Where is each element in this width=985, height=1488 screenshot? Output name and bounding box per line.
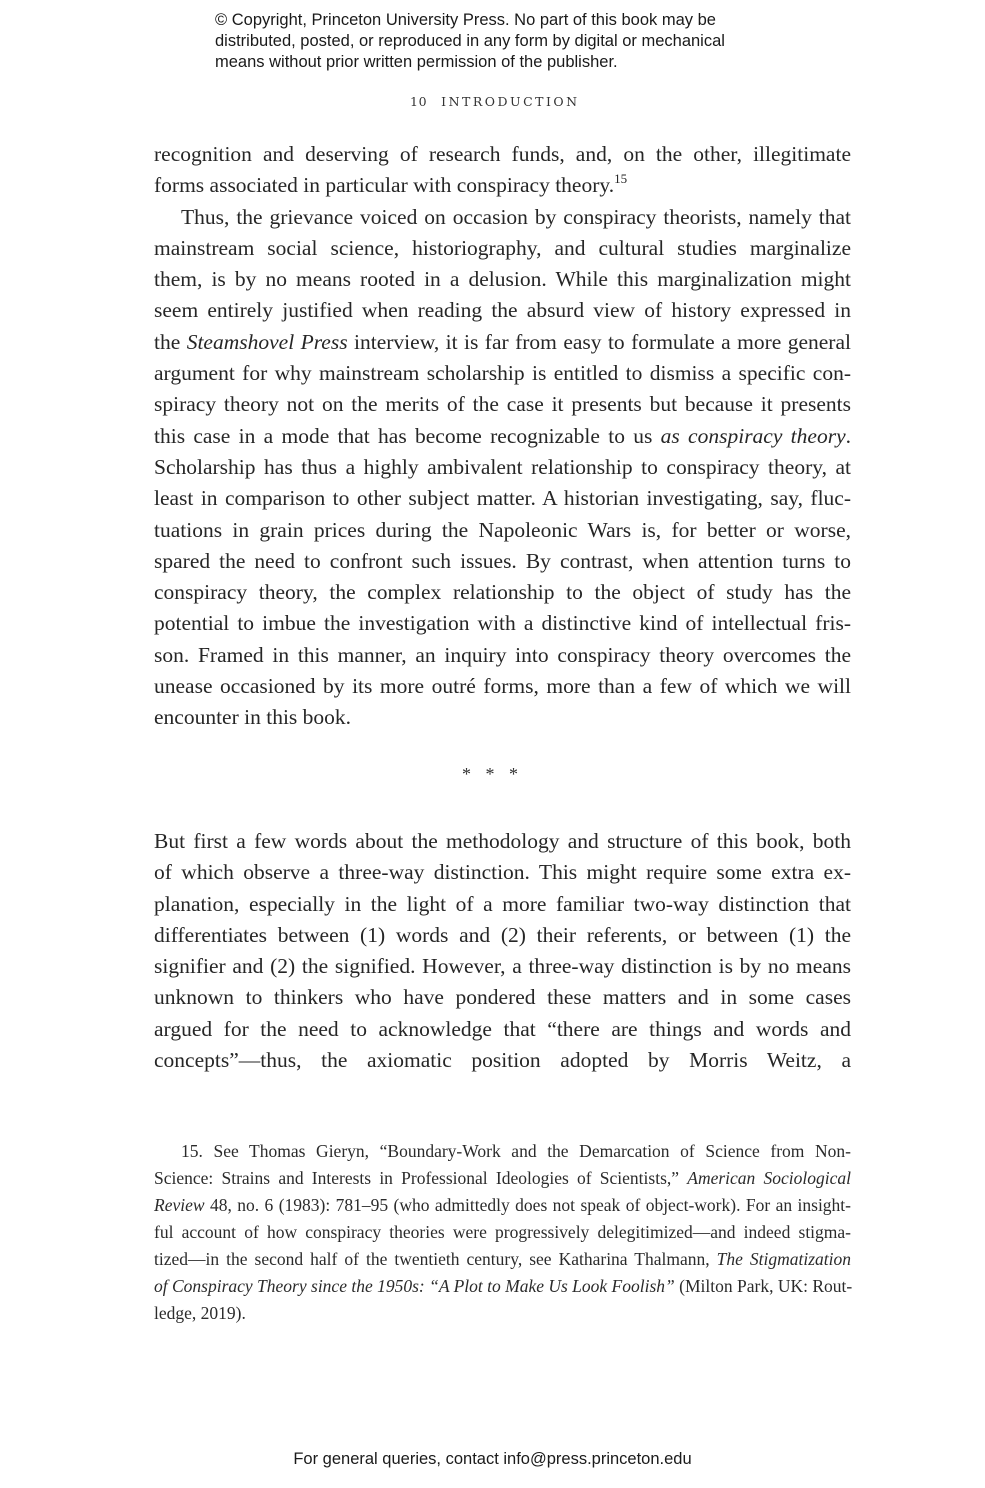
running-head (410, 94, 580, 109)
footnote-15 (154, 1138, 851, 1327)
copyright-line: distributed, posted, or reproduced in any form by digital or mechanical (215, 32, 725, 50)
text-line: encounter in this book. (154, 705, 352, 730)
main-text-lower (154, 826, 851, 1076)
italic-title: Review (154, 1195, 205, 1215)
copyright-notice (215, 10, 815, 73)
italic-title: American Sociological (687, 1168, 851, 1188)
text-line: planation, especially in the light of a more familiar two-way distinction that (154, 891, 851, 916)
italic-phrase: as conspiracy theory (660, 423, 846, 448)
footnote-line (154, 1246, 851, 1273)
text-line: Scholarship has thus a highly ambivalent relationship to conspiracy theory, at (154, 454, 851, 479)
italic-title: The Stigmatization (716, 1249, 851, 1269)
text-line: mainstream social science, historiography, and cultural studies marginalize (154, 235, 851, 260)
text-line: tuations in grain prices during the Napoleonic Wars is, for better or worse, (154, 517, 851, 542)
text-fragment: forms associated in particular with conspiracy theory. (154, 173, 615, 198)
text-line: unease occasioned by its more outré forms, more than a few of which we will (154, 674, 851, 699)
text-line: But first a few words about the methodology and structure of this book, both (154, 829, 851, 853)
copyright-line: © Copyright, Princeton University Press. No part of this book may be (215, 11, 716, 29)
copyright-line: means without prior written permission of the publisher. (215, 53, 618, 71)
section-title: INTRODUCTION (441, 94, 580, 109)
footnote-line (154, 1192, 851, 1219)
footnote-line: ful account of how conspiracy theories were progressively delegitimized—and indeed stigma- (154, 1222, 851, 1242)
text-line: spiracy theory not on the merits of the case it presents but because it presents (154, 392, 851, 417)
text-line: of which observe a three-way distinction. This might require some extra ex- (154, 860, 851, 885)
footnote-reference[interactable]: 15 (614, 171, 628, 187)
text-fragment: tized—in the second half of the twentieth century, see Katharina Thalmann, (154, 1249, 717, 1269)
text-line: recognition and deserving of research funds, and, on the other, illegitimate (154, 142, 851, 166)
text-line: spared the need to confront such issues. By contrast, when attention turns to (154, 548, 851, 573)
text-line: argument for why mainstream scholarship is entitled to dismiss a specific con- (154, 361, 851, 386)
text-line: potential to imbue the investigation with a distinctive kind of intellectual fris- (154, 611, 851, 636)
text-line: differentiates between (1) words and (2) their referents, or between (1) the (154, 922, 851, 947)
text-line: seem entirely justified when reading the absurd view of history expressed in (154, 298, 851, 323)
text-line: son. Framed in this manner, an inquiry into conspiracy theory overcomes the (154, 642, 851, 667)
text-fragment: . (845, 423, 851, 448)
text-fragment: the (154, 329, 187, 354)
italic-title: Steamshovel Press (186, 329, 348, 354)
text-line: Thus, the grievance voiced on occasion by conspiracy theorists, namely that (181, 204, 851, 229)
text-line: them, is by no means rooted in a delusion. While this marginalization might (154, 267, 851, 292)
section-break: * * * (462, 764, 523, 784)
text-line: least in comparison to other subject matter. A historian investigating, say, fluc- (154, 486, 851, 511)
main-text-upper (154, 139, 851, 734)
text-fragment: (Milton Park, UK: Rout- (674, 1276, 853, 1296)
footer-contact: For general queries, contact info@press.princeton.edu (293, 1450, 692, 1468)
text-line (154, 421, 851, 452)
text-line: signifier and (2) the signified. However, a three-way distinction is by no means (154, 954, 851, 979)
text-fragment: interview, it is far from easy to formulate a more general (347, 329, 851, 354)
footnote-line (154, 1273, 851, 1300)
text-line (154, 170, 851, 201)
text-line: concepts”—thus, the axiomatic position adopted by Morris Weitz, a (154, 1048, 851, 1073)
text-line: unknown to thinkers who have pondered these matters and in some cases (154, 985, 851, 1010)
footnote-line: 15. See Thomas Gieryn, “Boundary-Work and the Demarcation of Science from Non- (181, 1141, 851, 1161)
text-line: conspiracy theory, the complex relationship to the object of study has the (154, 580, 851, 605)
text-line: argued for the need to acknowledge that “there are things and words and (154, 1016, 851, 1041)
text-fragment: this case in a mode that has become recognizable to us (154, 423, 661, 448)
footnote-line (154, 1165, 851, 1192)
page-number: 10 (410, 94, 428, 109)
text-fragment: Science: Strains and Interests in Professional Ideologies of Scientists,” (154, 1168, 688, 1188)
footnote-line: ledge, 2019). (154, 1303, 246, 1323)
italic-title: of Conspiracy Theory since the 1950s: “A Plot to Make Us Look Foolish” (154, 1276, 675, 1296)
text-fragment: 48, no. 6 (1983): 781–95 (who admittedly does not speak of object-work). For an insight- (204, 1195, 851, 1215)
text-line (154, 327, 851, 358)
